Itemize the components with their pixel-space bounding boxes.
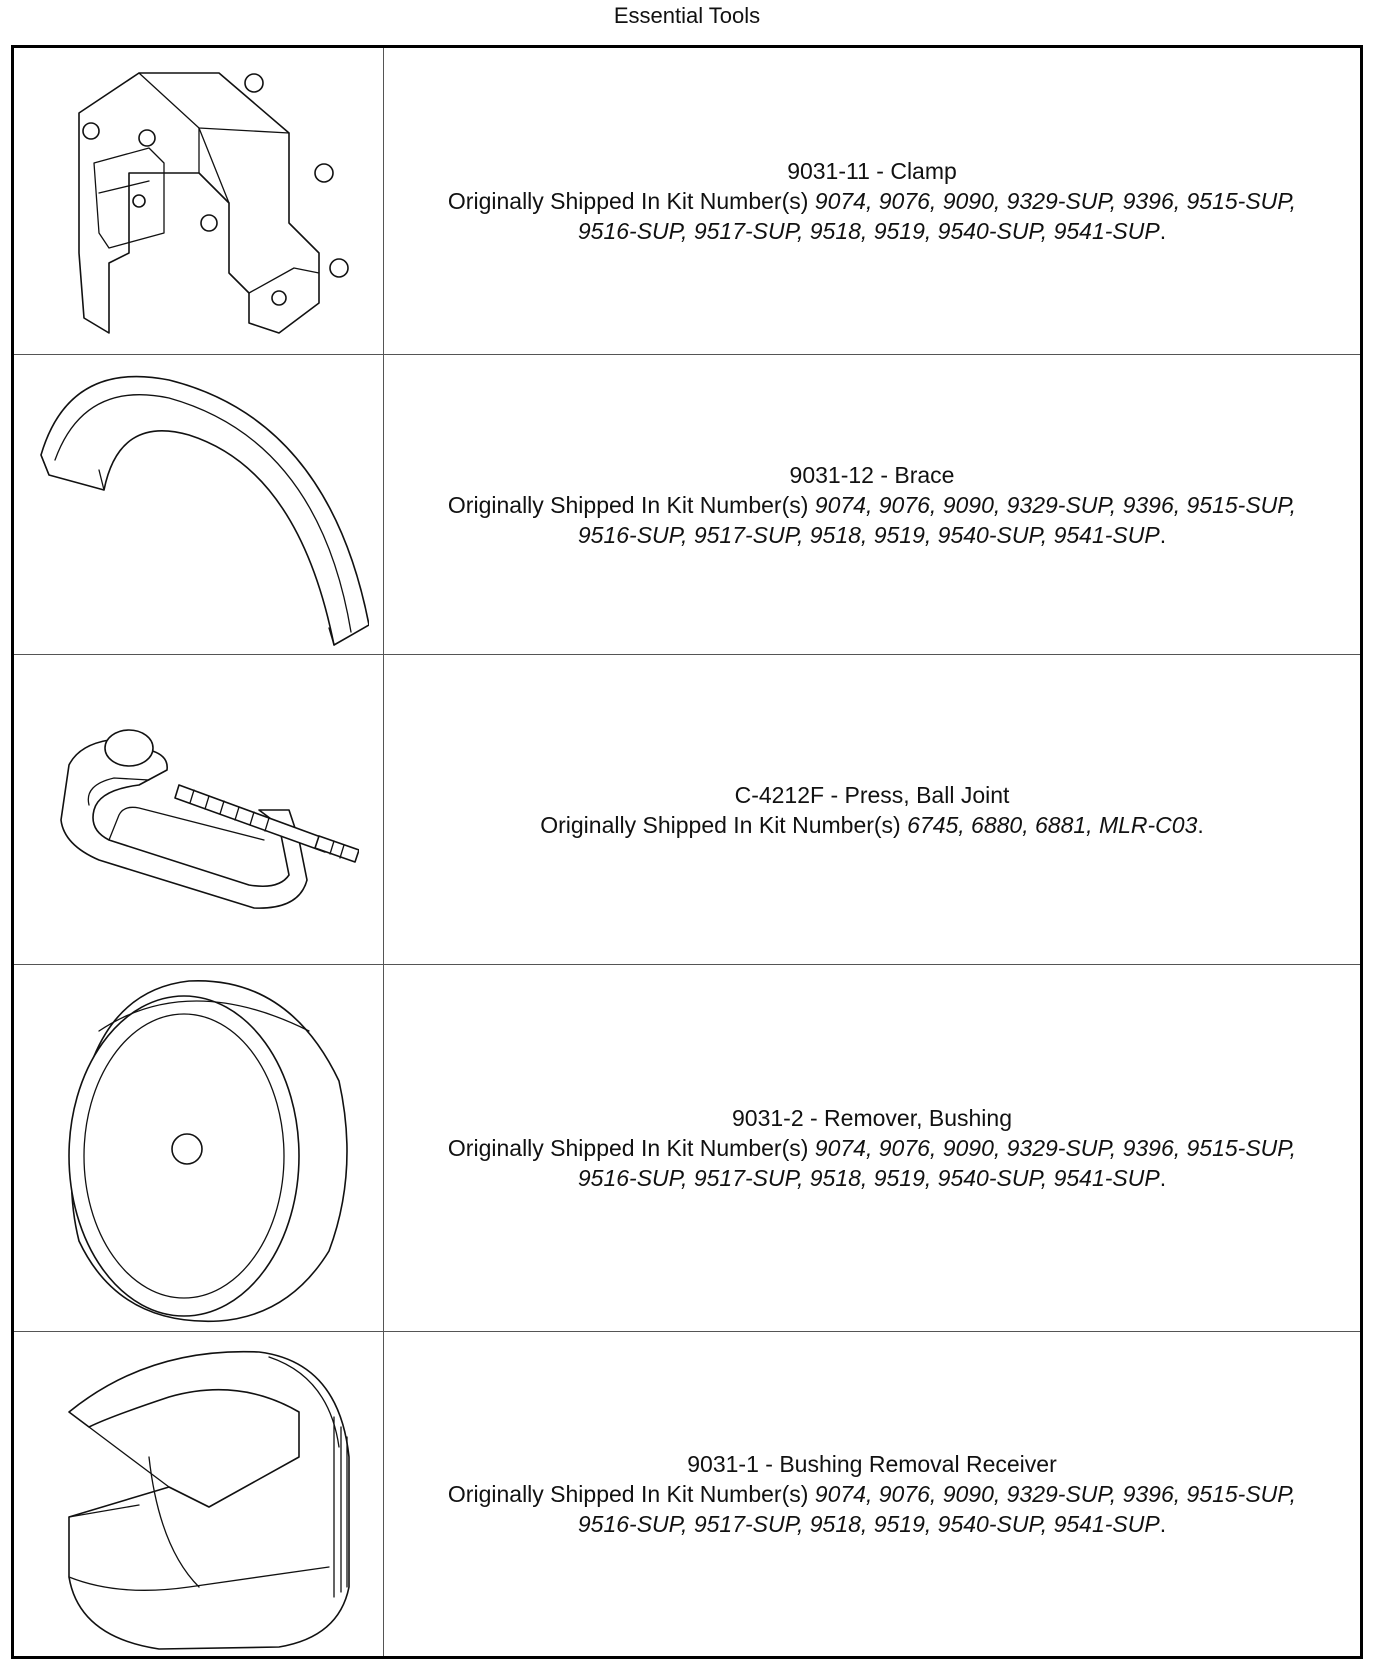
kits-prefix: Originally Shipped In Kit Number(s) — [447, 491, 809, 518]
tool-description — [384, 655, 1360, 964]
kit-line — [448, 186, 1296, 216]
brace-icon — [29, 360, 369, 650]
kit-line: 9516-SUP, 9517-SUP, 9518, 9519, 9540-SUP, 9541-SUP. — [577, 521, 1167, 548]
page-title: Essential Tools — [613, 3, 761, 28]
table-row — [14, 964, 1360, 1331]
kit-line: 9516-SUP, 9517-SUP, 9518, 9519, 9540-SUP, 9541-SUP. — [577, 218, 1167, 244]
kit-numbers: 9516-SUP, 9517-SUP, 9518, 9519, 9540-SUP, 9541-SUP — [577, 1165, 1160, 1191]
kit-line — [448, 1133, 1296, 1163]
kit-numbers: 9516-SUP, 9517-SUP, 9518, 9519, 9540-SUP, 9541-SUP — [577, 1511, 1160, 1537]
tool-description — [384, 965, 1360, 1331]
kit-numbers: 9074, 9076, 9090, 9329-SUP, 9396, 9515-SUP, — [814, 1135, 1297, 1161]
tool-name: 9031-1 - Bushing Removal Receiver — [687, 1451, 1057, 1477]
tools-table — [11, 45, 1363, 1659]
tool-image-cell — [14, 1332, 384, 1656]
tool-description — [384, 355, 1360, 654]
kit-line: Originally Shipped In Kit Number(s) 6745, 6880, 6881, MLR-C03. — [540, 811, 1204, 838]
kit-line — [448, 490, 1296, 520]
tool-name: 9031-11 - Clamp — [787, 158, 957, 184]
kit-numbers: 6745, 6880, 6881, MLR-C03 — [907, 811, 1198, 838]
kit-numbers: 9074, 9076, 9090, 9329-SUP, 9396, 9515-SUP, — [814, 491, 1297, 518]
tool-name: 9031-12 - Brace — [789, 461, 955, 488]
kit-line: 9516-SUP, 9517-SUP, 9518, 9519, 9540-SUP, 9541-SUP. — [577, 1511, 1167, 1537]
tool-image-cell — [14, 48, 384, 354]
table-row — [14, 48, 1360, 354]
tool-description — [384, 1332, 1360, 1656]
kit-line: 9516-SUP, 9517-SUP, 9518, 9519, 9540-SUP, 9541-SUP. — [577, 1165, 1167, 1191]
kits-prefix: Originally Shipped In Kit Number(s) — [447, 1481, 809, 1507]
kit-numbers: 9516-SUP, 9517-SUP, 9518, 9519, 9540-SUP, 9541-SUP — [577, 521, 1160, 548]
tool-image-cell — [14, 655, 384, 964]
table-row — [14, 1331, 1360, 1656]
ball-joint-press-icon — [39, 710, 359, 910]
bushing-remover-icon — [39, 971, 359, 1326]
table-row — [14, 654, 1360, 964]
tool-image-cell — [14, 965, 384, 1331]
kit-line — [448, 1479, 1296, 1509]
tool-description — [384, 48, 1360, 354]
clamp-icon — [49, 53, 349, 349]
kit-numbers: 9074, 9076, 9090, 9329-SUP, 9396, 9515-SUP, — [814, 1481, 1297, 1507]
kits-prefix: Originally Shipped In Kit Number(s) — [447, 188, 809, 214]
kits-prefix: Originally Shipped In Kit Number(s) — [540, 811, 901, 838]
tool-name: 9031-2 - Remover, Bushing — [732, 1105, 1012, 1131]
bushing-receiver-icon — [39, 1337, 359, 1652]
kit-numbers: 9074, 9076, 9090, 9329-SUP, 9396, 9515-SUP, — [814, 188, 1297, 214]
table-row — [14, 354, 1360, 654]
kit-numbers: 9516-SUP, 9517-SUP, 9518, 9519, 9540-SUP, 9541-SUP — [577, 218, 1160, 244]
tool-name: C-4212F - Press, Ball Joint — [734, 781, 1010, 808]
kits-prefix: Originally Shipped In Kit Number(s) — [447, 1135, 809, 1161]
tool-image-cell — [14, 355, 384, 654]
